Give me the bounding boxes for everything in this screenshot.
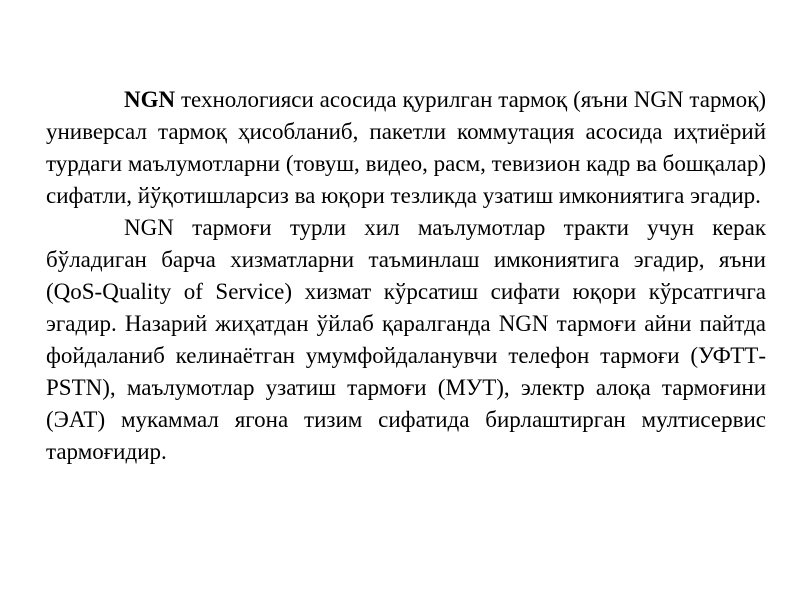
- paragraph-2: [46, 212, 766, 468]
- paragraph-2-text: NGN тармоғи турли хил маълумотлар тракти учун керак бўладиган барча хизматларни таъминлаш имкониятига эгадир, яъни (QoS-Quality of Service) хизмат кўрсатиш сифати юқори кўрсатгичга эгадир. Назарий жиҳатдан ўйлаб қаралганда NGN тармоғи айни пайтда фойдаланиб келинаётган умумфойдаланувчи телефон тармоғи (УФТТ-PSTN), маълумотлар узатиш тармоғи (МУТ), электр алоқа тармоғини (ЭАТ) мукаммал ягона тизим сифатида бирлаштирган мултисервис тармоғидир.: [46, 215, 766, 464]
- paragraph-1: [46, 84, 766, 212]
- paragraph-1-text: технологияси асосида қурилган тармоқ (яъни NGN тармоқ) универсал тармоқ ҳисобланиб, пакетли коммутация асосида иҳтиёрий турдаги маълумотларни (товуш, видео, расм, тевизион кадр ва бошқалар) сифатли, йўқотишларсиз ва юқори тезликда узатиш имкониятига эгадир.: [46, 87, 766, 208]
- lead-term-ngn: NGN: [124, 87, 176, 112]
